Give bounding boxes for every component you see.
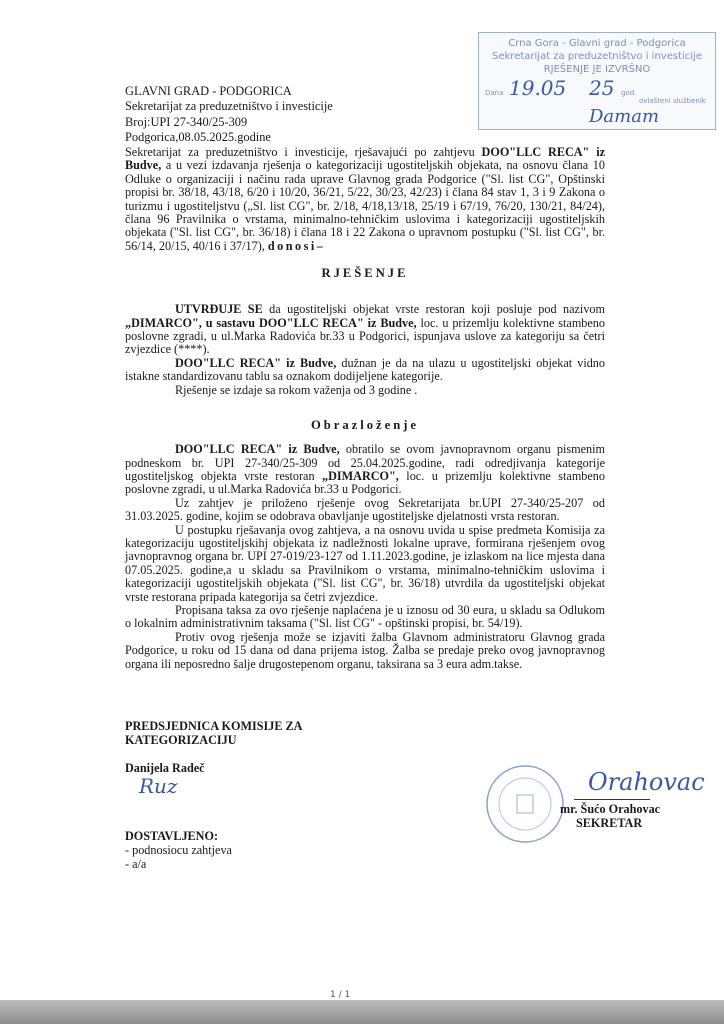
reasoning-paragraph-3: U postupku rješavanja ovog zahtjeva, a na osnovu uvida u spise predmeta Komisija za kategorizaciju ugostiteljskihj objekata iz nadležnosti lokalne uprave, formirana rješenjem ovog javnopravnog organa br. UPI 27-019/23-127 od 1.11.2023.godine, je izlaskom na lice mjesta dana 07.05.2025. godine,a u skladu sa Pravilnikom o vrstama, minimalno-tehničkim uslovima i kategorizaciji ugostiteljskih objekata ("Sl. list CG", br. 36/18) utvrdila da ugostiteljski objekat vrste restorana pripada kategorija sa četri zvjezdice. — [125, 522, 605, 604]
company-name: DOO"LLC RECA" iz Budve, — [125, 145, 605, 173]
bold-text: DOO"LLC RECA" iz Budve, — [175, 355, 337, 370]
stamp-date-day: 19.05 — [509, 76, 567, 100]
department-name: Sekretarijat za preduzetništvo i investicije — [125, 99, 333, 114]
reasoning-section — [125, 443, 605, 671]
commission-title-1: PREDSJEDNICA KOMISIJE ZA — [125, 719, 303, 733]
commission-signature: Ruz — [139, 774, 178, 798]
document-date: Podgorica,08.05.2025.godine — [125, 130, 271, 145]
delivery-item: - a/a — [125, 857, 147, 871]
text: dužnan je da na ulazu u ugostiteljski objekat vidno istakne standardizovanu tablu sa oznakom dodijeljene kategorije. — [125, 355, 605, 384]
city-name: GLAVNI GRAD - PODGORICA — [125, 84, 292, 98]
delivery-title: DOSTAVLJENO: — [125, 829, 219, 843]
bold-text: „DIMARCO", — [322, 468, 399, 483]
secretary-role: SEKRETAR — [576, 816, 643, 830]
stamp-line-2: Sekretarijat za preduzetništvo i investicije — [492, 51, 702, 62]
text: obratilo se ovom javnopravnom organu pismenim podneskom br. UPI 27-340/25-309 od 25.04.2025.godine, radi odredjivanja kategorije ugostiteljskog objekta vrste restoran — [125, 442, 605, 483]
text: loc. u prizemlju kolektivne stambeno poslovne zgradi, u ul.Marka Radovića br.33 u Podgorici, ispunjava uslove za kategoriju sa četri zvjezdice (****). — [125, 315, 605, 357]
bold-text: UTVRĐUJE SE — [175, 302, 263, 317]
reasoning-paragraph-4: Propisana taksa za ovo rješenje naplaćena je u iznosu od 30 eura, u skladu sa Odlukom o lokalnim administrativnim taksama ("Sl. list CG" - opštinski propisi, br. 54/19). — [125, 602, 605, 631]
text: a u vezi izdavanja rješenja o kategorizaciji ugostiteljskih objekata, na osnovu člana 10 Odluke o organizaciji i načinu rada uprave Glavnog grada Podgorice ("Sl. list CG", Opštinski propisi br. 38/18, 43/18, 6/20 i 10/20, 36/21, 5/22, 30/23, 42/23) i člana 84 stav 1, 3 i 9 Zakona o turizmu i ugostiteljstvu („Sl. list CG", br. 2/18, 4/18,13/18, 25/19 i 67/19, 76/20, 130/21, 84/24), člana 96 Pravilnika o vrstama, minimalno-tehničkim uslovima i kategorizaciji ugostiteljskih objekata ("Sl. list CG", br. 36/18) i člana 18 i 22 Zakona o upravnom postupku ("Sl. list CG", br. 56/14, 20/15, 40/16 i 37/17), — [125, 158, 605, 253]
stamp-line-3: RJEŠENJE JE IZVRŠNO — [543, 64, 651, 75]
stamp-date-year: 25 — [589, 76, 615, 100]
reasoning-paragraph-2: Uz zahtjev je priloženo rješenje ovog Sekretarijata br.UPI 27-340/25-207 od 31.03.2025. godine, kojim se odobrava obavljanje ugostiteljske djelatnosti vrsta restoran. — [125, 495, 605, 524]
stamp-date-label: Dana — [485, 89, 504, 97]
stamp-year-suffix: god. — [621, 89, 637, 97]
commission-title-2: KATEGORIZACIJU — [125, 733, 237, 747]
stamp-line-1: Crna Gora - Glavni grad - Podgorica — [508, 38, 686, 49]
bold-text: DOO"LLC RECA" iz Budve, — [175, 442, 340, 457]
page-indicator: 1 / 1 — [330, 990, 351, 1000]
secretary-block — [560, 802, 660, 830]
commission-name: Danijela Radeč — [125, 761, 205, 775]
delivery-block — [125, 829, 232, 871]
secretary-signature: Orahovac — [588, 768, 705, 796]
reasoning-paragraph-1 — [125, 443, 605, 497]
decision-paragraph-3: Rješenje se izdaje sa rokom važenja od 3 godine . — [175, 382, 418, 397]
stamp-signer-label: ovlašteni službenik — [639, 97, 706, 105]
delivery-item: - podnosiocu zahtjeva — [125, 843, 232, 857]
enforceability-stamp — [478, 32, 716, 130]
intro-paragraph — [125, 146, 605, 253]
stamp-signature: Damam — [589, 106, 660, 127]
reference-number: Broj:UPI 27-340/25-309 — [125, 114, 248, 129]
signature-line — [574, 799, 650, 800]
decision-section — [125, 303, 605, 397]
decision-title: RJEŠENJE — [321, 266, 409, 281]
signature-area — [125, 719, 705, 871]
document-header — [125, 84, 333, 146]
decision-paragraph-1 — [125, 303, 605, 357]
donosi: donosi– — [267, 238, 326, 253]
commission-block — [125, 719, 302, 775]
official-seal-icon — [484, 763, 566, 845]
scan-footer-bar — [0, 1000, 724, 1024]
decision-paragraph-2 — [125, 357, 605, 384]
bold-text: „DIMARCO", u sastavu DOO"LLC RECA" iz Budve, — [125, 315, 417, 330]
document-body — [125, 145, 705, 871]
reasoning-paragraph-5: Protiv ovog rješenja može se izjaviti žalba Glavnom administratoru Glavnog grada Podgorice, u roku od 15 dana od dana prijema istog. Žalba se predaje preko ovog javnopravnog organa ili neposredno šalje drugostepenom organu, taksirana sa 3 eura adm.takse. — [125, 629, 605, 671]
text: da ugostiteljski objekat vrste restoran koji posluje pod nazivom — [262, 302, 605, 317]
text: loc. u prizemlju kolektivne stambeno poslovne zgradi, u ul.Marka Radovića br.33 u Podgorici. — [125, 468, 605, 497]
reasoning-title: Obrazloženje — [310, 418, 420, 433]
text: Sekretarijat za preduzetništvo i investicije, rješavajući po zahtjevu — [125, 145, 482, 159]
secretary-name: mr. Šućo Orahovac — [560, 802, 661, 816]
